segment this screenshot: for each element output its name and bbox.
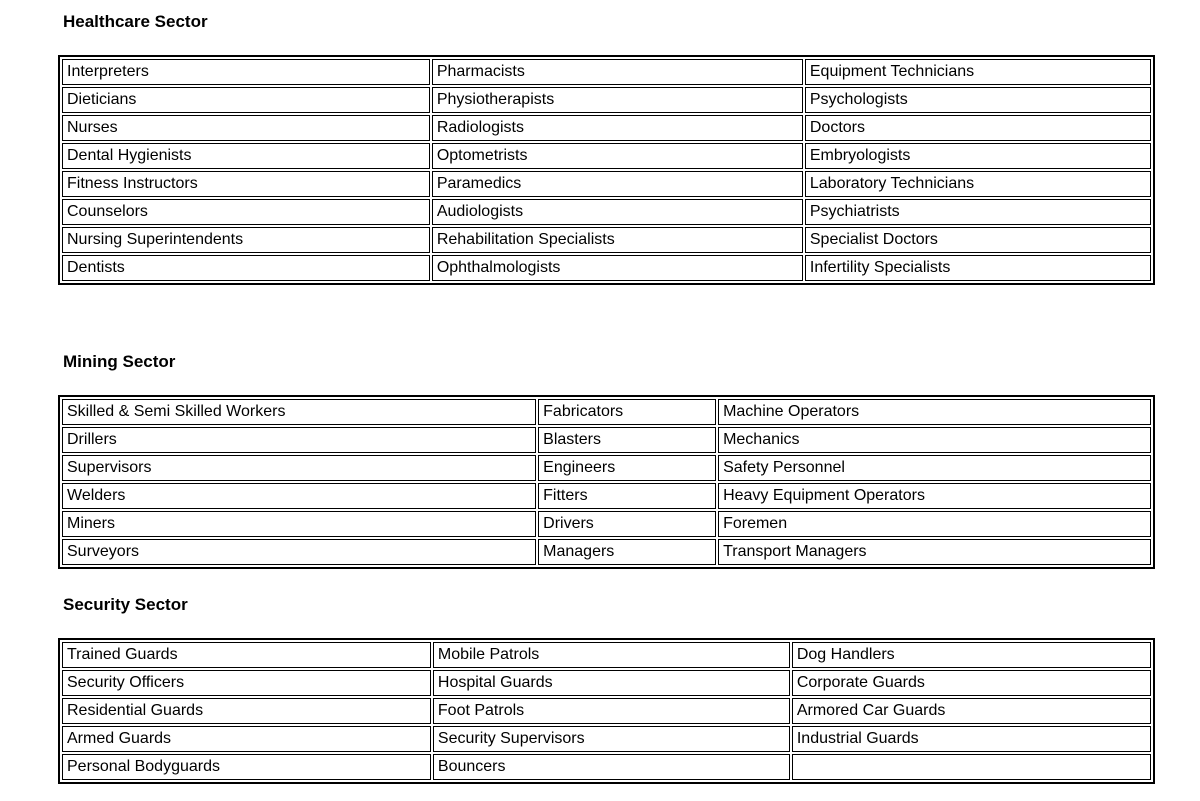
job-title-cell: Security Officers (62, 670, 431, 696)
job-title-cell: Laboratory Technicians (805, 171, 1151, 197)
job-title-cell: Industrial Guards (792, 726, 1151, 752)
empty-cell (792, 754, 1151, 780)
job-title-cell: Rehabilitation Specialists (432, 227, 803, 253)
security-table (58, 638, 1155, 784)
job-title-cell: Blasters (538, 427, 716, 453)
job-title-cell: Transport Managers (718, 539, 1151, 565)
job-title-cell: Bouncers (433, 754, 790, 780)
job-title-cell: Embryologists (805, 143, 1151, 169)
job-title-cell: Physiotherapists (432, 87, 803, 113)
section-healthcare (58, 12, 1155, 285)
table-row (62, 754, 1151, 780)
job-title-cell: Psychiatrists (805, 199, 1151, 225)
job-title-cell: Audiologists (432, 199, 803, 225)
section-heading-healthcare: Healthcare Sector (63, 12, 208, 31)
job-title-cell: Dog Handlers (792, 642, 1151, 668)
table-row (62, 642, 1151, 668)
job-title-cell: Pharmacists (432, 59, 803, 85)
section-heading-mining: Mining Sector (63, 352, 176, 371)
table-row (62, 227, 1151, 253)
job-title-cell: Machine Operators (718, 399, 1151, 425)
table-row (62, 399, 1151, 425)
job-title-cell: Mobile Patrols (433, 642, 790, 668)
job-title-cell: Nurses (62, 115, 430, 141)
job-title-cell: Psychologists (805, 87, 1151, 113)
job-title-cell: Supervisors (62, 455, 536, 481)
table-row (62, 511, 1151, 537)
job-title-cell: Welders (62, 483, 536, 509)
job-title-cell: Dentists (62, 255, 430, 281)
job-title-cell: Infertility Specialists (805, 255, 1151, 281)
job-title-cell: Doctors (805, 115, 1151, 141)
job-title-cell: Paramedics (432, 171, 803, 197)
table-row (62, 455, 1151, 481)
job-title-cell: Engineers (538, 455, 716, 481)
table-row (62, 539, 1151, 565)
table-row (62, 255, 1151, 281)
job-title-cell: Hospital Guards (433, 670, 790, 696)
section-heading-security: Security Sector (63, 595, 188, 614)
table-row (62, 726, 1151, 752)
job-title-cell: Counselors (62, 199, 430, 225)
job-title-cell: Drivers (538, 511, 716, 537)
healthcare-table (58, 55, 1155, 285)
table-row (62, 59, 1151, 85)
job-title-cell: Nursing Superintendents (62, 227, 430, 253)
job-title-cell: Surveyors (62, 539, 536, 565)
table-row (62, 115, 1151, 141)
job-title-cell: Fabricators (538, 399, 716, 425)
job-title-cell: Skilled & Semi Skilled Workers (62, 399, 536, 425)
table-row (62, 143, 1151, 169)
job-title-cell: Armored Car Guards (792, 698, 1151, 724)
job-title-cell: Residential Guards (62, 698, 431, 724)
section-security (58, 595, 1155, 784)
job-title-cell: Safety Personnel (718, 455, 1151, 481)
job-title-cell: Personal Bodyguards (62, 754, 431, 780)
table-row (62, 483, 1151, 509)
job-title-cell: Radiologists (432, 115, 803, 141)
job-title-cell: Corporate Guards (792, 670, 1151, 696)
table-row (62, 427, 1151, 453)
job-title-cell: Trained Guards (62, 642, 431, 668)
table-row (62, 670, 1151, 696)
job-title-cell: Dieticians (62, 87, 430, 113)
table-row (62, 698, 1151, 724)
job-title-cell: Drillers (62, 427, 536, 453)
job-title-cell: Ophthalmologists (432, 255, 803, 281)
section-mining (58, 352, 1155, 569)
table-row (62, 199, 1151, 225)
job-title-cell: Security Supervisors (433, 726, 790, 752)
job-title-cell: Fitness Instructors (62, 171, 430, 197)
job-title-cell: Equipment Technicians (805, 59, 1151, 85)
table-row (62, 171, 1151, 197)
job-title-cell: Interpreters (62, 59, 430, 85)
job-title-cell: Fitters (538, 483, 716, 509)
job-title-cell: Heavy Equipment Operators (718, 483, 1151, 509)
job-title-cell: Miners (62, 511, 536, 537)
job-title-cell: Specialist Doctors (805, 227, 1151, 253)
job-title-cell: Dental Hygienists (62, 143, 430, 169)
mining-table (58, 395, 1155, 569)
job-title-cell: Managers (538, 539, 716, 565)
job-title-cell: Armed Guards (62, 726, 431, 752)
job-title-cell: Optometrists (432, 143, 803, 169)
job-title-cell: Foremen (718, 511, 1151, 537)
table-row (62, 87, 1151, 113)
job-title-cell: Mechanics (718, 427, 1151, 453)
job-title-cell: Foot Patrols (433, 698, 790, 724)
